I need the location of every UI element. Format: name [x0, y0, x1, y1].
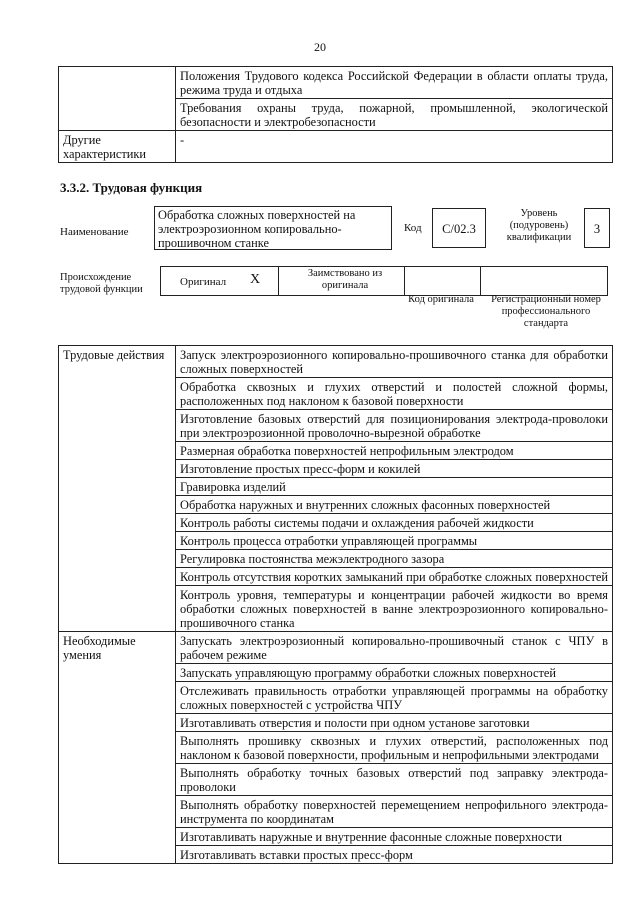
origin-label: Происхождение трудовой функции	[60, 272, 143, 295]
name-label: Наименование	[60, 226, 129, 238]
row-label	[59, 67, 176, 131]
table-row	[59, 67, 613, 99]
row-text: -	[176, 131, 613, 163]
list-item: Регулировка постоянства межэлектродного зазора	[176, 550, 613, 568]
list-item: Изготавливать наружные и внутренние фасонные сложные поверхности	[176, 828, 613, 846]
divider	[480, 266, 481, 296]
original-label: Оригинал	[180, 276, 227, 288]
list-item: Запускать электроэрозионный копировально-прошивочный станок с ЧПУ в рабочем режиме	[176, 632, 613, 664]
list-item: Гравировка изделий	[176, 478, 613, 496]
list-item: Изготовление базовых отверстий для позиционирования электрода-проволоки при электроэрозионной проволочно-вырезной обработке	[176, 410, 613, 442]
table-row	[59, 632, 613, 664]
list-item: Изготавливать вставки простых пресс-форм	[176, 846, 613, 864]
function-code: C/02.3	[432, 208, 486, 248]
qualification-level: 3	[584, 208, 610, 248]
list-item: Выполнять прошивку сквозных и глухих отверстий, расположенных под наклоном к базовой поверхности, профильным и непрофильными электродами	[176, 732, 613, 764]
list-item: Выполнять обработку поверхностей перемещением непрофильного электрода-инструмента по координатам	[176, 796, 613, 828]
original-mark: X	[250, 272, 261, 287]
main-table	[58, 345, 613, 864]
list-item: Контроль работы системы подачи и охлаждения рабочей жидкости	[176, 514, 613, 532]
list-item: Размерная обработка поверхностей непрофильным электродом	[176, 442, 613, 460]
code-original-label: Код оригинала	[408, 294, 474, 305]
reg-number-label: Регистрационный номер профессионального стандарта	[491, 294, 601, 329]
section-title: 3.3.2. Трудовая функция	[60, 180, 203, 195]
divider	[278, 266, 279, 296]
table-row	[59, 346, 613, 378]
row-text: Положения Трудового кодекса Российской Федерации в области оплаты труда, режима труда и отдыха	[176, 67, 613, 99]
borrowed-label: Заимствовано из оригинала	[307, 268, 383, 291]
list-item: Запускать управляющую программу обработки сложных поверхностей	[176, 664, 613, 682]
list-item: Выполнять обработку точных базовых отверстий под заправку электрода-проволоки	[176, 764, 613, 796]
labor-actions-label: Трудовые действия	[59, 346, 176, 632]
list-item: Отслеживать правильность отработки управляющей программы на обработку сложных поверхностей с устройства ЧПУ	[176, 682, 613, 714]
list-item: Контроль процесса отработки управляющей программы	[176, 532, 613, 550]
code-label: Код	[404, 222, 422, 234]
divider	[404, 266, 405, 296]
list-item: Контроль отсутствия коротких замыканий при обработке сложных поверхностей	[176, 568, 613, 586]
list-item: Изготовление простых пресс-форм и кокилей	[176, 460, 613, 478]
list-item: Контроль уровня, температуры и концентрации рабочей жидкости во время обработки сложных поверхностей в ванне электроэрозионного копировально-прошивочного станка	[176, 586, 613, 632]
list-item: Запуск электроэрозионного копировально-прошивочного станка для обработки сложных поверхностей	[176, 346, 613, 378]
list-item: Обработка наружных и внутренних сложных фасонных поверхностей	[176, 496, 613, 514]
level-label: Уровень (подуровень) квалификации	[506, 208, 572, 243]
function-name: Обработка сложных поверхностей на электроэрозионном копировально-прошивочном станке	[154, 206, 392, 250]
required-skills-label: Необходимые умения	[59, 632, 176, 864]
page-number: 20	[314, 40, 326, 54]
row-label: Другие характеристики	[59, 131, 176, 163]
table-row	[59, 131, 613, 163]
list-item: Изготавливать отверстия и полости при одном установе заготовки	[176, 714, 613, 732]
row-text: Требования охраны труда, пожарной, промышленной, экологической безопасности и электробезопасности	[176, 99, 613, 131]
top-table	[58, 66, 613, 163]
list-item: Обработка сквозных и глухих отверстий и полостей сложной формы, расположенных под наклоном к базовой поверхности	[176, 378, 613, 410]
